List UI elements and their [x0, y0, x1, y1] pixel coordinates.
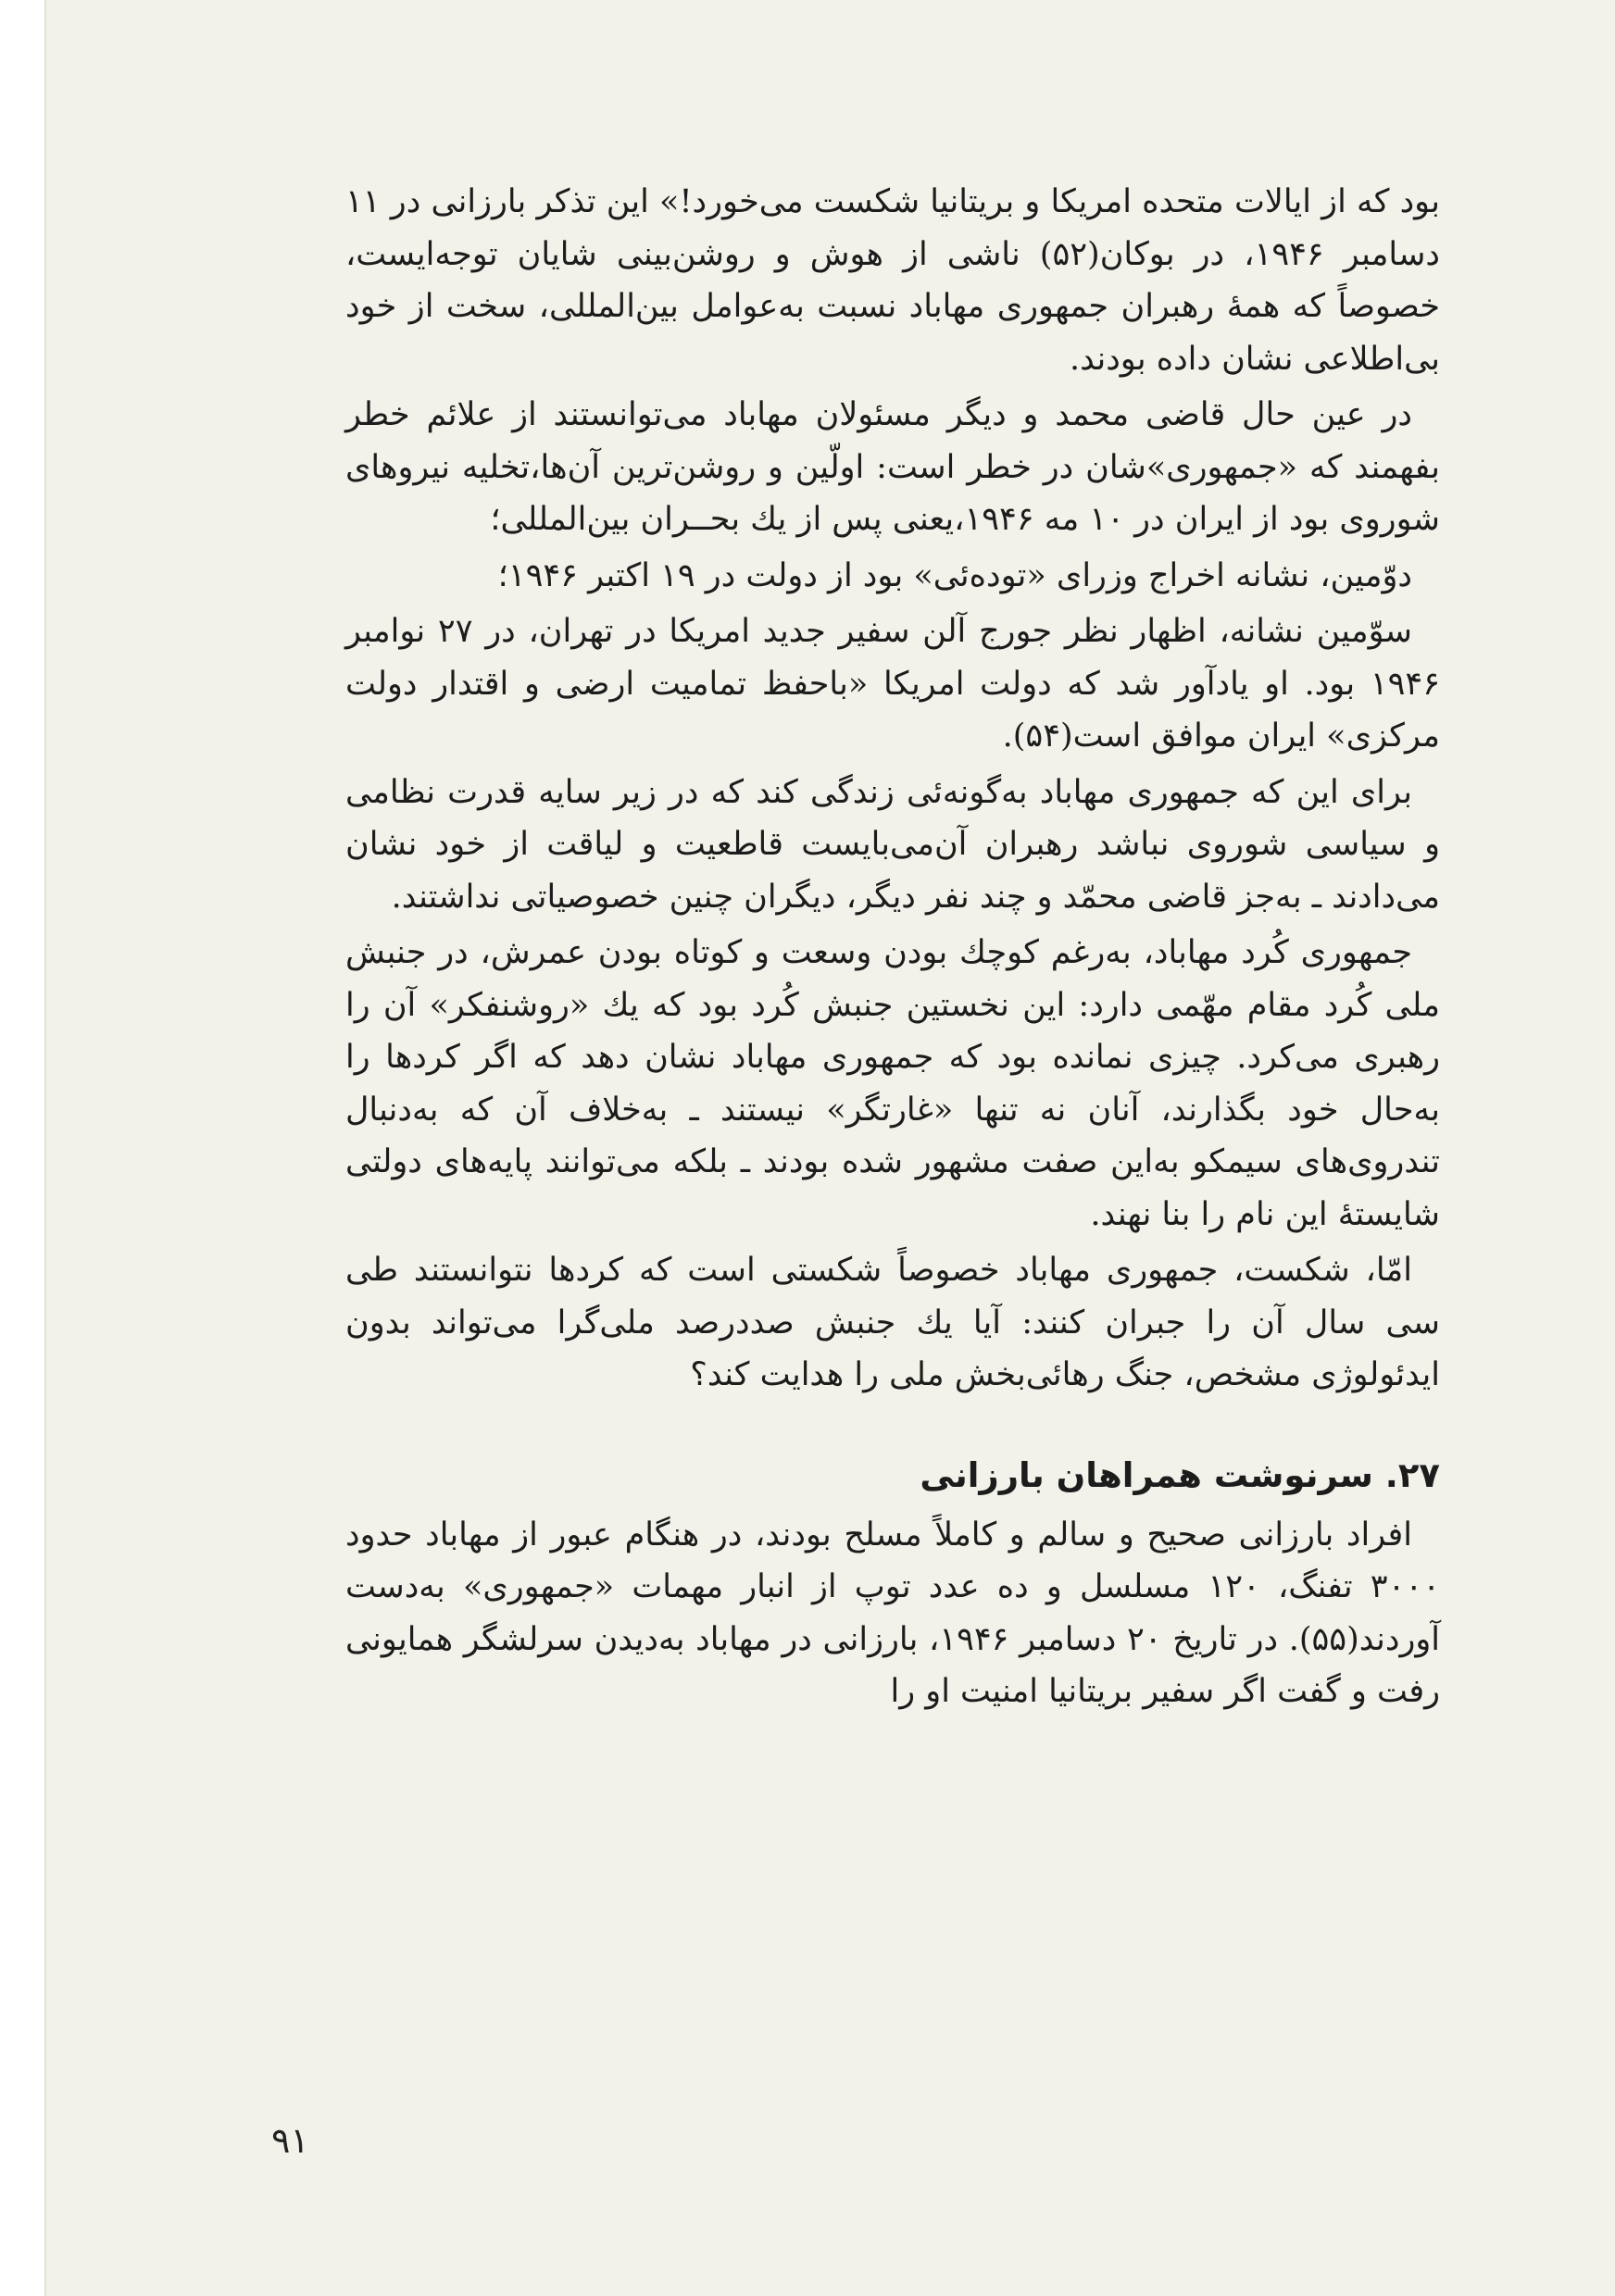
paragraph: افراد بارزانی صحیح و سالم و کاملاً مسلح بودند، در هنگام عبور از مهاباد حدود ۳۰۰۰ تفنگ، ۱۲۰ مسلسل و ده عدد توپ از انبار مهمات «جمهوری» به‌دست آوردند(۵۵). در تاریخ ۲۰ دسامبر ۱۹۴۶، بارزانی در مهاباد به‌دیدن سرلشگر همایونی رفت و گفت اگر سفیر بریتانیا امنیت او را [345, 1516, 1440, 1710]
page-sheet [44, 0, 1615, 2296]
page-number: ۹۱ [271, 2120, 309, 2161]
paragraph: دوّمین، نشانه اخراج وزرای «توده‌ئی» بود از دولت در ۱۹ اکتبر ۱۹۴۶؛ [497, 556, 1412, 594]
section-heading: ۲۷. سرنوشت همراهان بارزانی [920, 1454, 1440, 1495]
paragraph: جمهوری کُرد مهاباد، به‌رغم کوچك بودن وسعت و کوتاه بودن عمرش، در جنبش ملی کُرد مقام مهّمی دارد: این نخستین جنبش کُرد بود که یك «روشنفکر» آن را رهبری می‌کرد. چیزی نمانده بود که جمهوری مهاباد نشان دهد که اگر کردها را به‌حال خود بگذارند، آنان نه تنها «غارتگر» نیستند ـ به‌خلاف آن که به‌دنبال تندروی‌های سیمکو به‌این صفت مشهور شده بودند ـ بلکه می‌توانند پایه‌های دولتی شایستهٔ این نام را بنا نهند. [345, 934, 1440, 1233]
paragraph: امّا، شکست، جمهوری مهاباد خصوصاً شکستی است که کردها نتوانستند طی سی سال آن را جبران کنند: آیا یك جنبش صددرصد ملی‌گرا می‌تواند بدون ایدئولوژی مشخص، جنگ رهائی‌بخش ملی را هدایت کند؟ [345, 1252, 1440, 1393]
paragraph: بود که از ایالات متحده امریکا و بریتانیا شکست می‌خورد!» این تذکر بارزانی در ۱۱ دسامبر ۱۹۴۶، در بوکان(۵۲) ناشی از هوش و روشن‌بینی شایان توجه‌ایست، خصوصاً که همهٔ رهبران جمهوری مهاباد نسبت به‌عوامل بین‌المللی، سخت از خود بی‌اطلاعی نشان داده بودند. [345, 183, 1441, 378]
body-text [345, 176, 1440, 1718]
paragraph: برای این که جمهوری مهاباد به‌گونه‌ئی زندگی کند که در زیر سایه قدرت نظامی و سیاسی شوروی نباشد رهبران آن‌می‌بایست قاطعیت و لیاقت از خود نشان می‌دادند ـ به‌جز قاضی محمّد و چند نفر دیگر، دیگران چنین خصوصیاتی نداشتند. [345, 773, 1440, 916]
paragraph: در عین حال قاضی محمد و دیگر مسئولان مهاباد می‌توانستند از علائم خطر بفهمند که «جمهوری»شان در خطر است: اولّین و روشن‌ترین آن‌ها،تخلیه نیروهای شوروی بود از ایران در ۱۰ مه ۱۹۴۶،یعنی پس از یك بحــران بین‌المللی؛ [345, 396, 1440, 538]
paragraph: سوّمین نشانه، اظهار نظر جورج آلن سفیر جدید امریکا در تهران، در ۲۷ نوامبر ۱۹۴۶ بود. او یادآور شد که دولت امریکا «باحفظ تمامیت ارضی و اقتدار دولت مرکزی» ایران موافق است(۵۴). [345, 613, 1440, 755]
